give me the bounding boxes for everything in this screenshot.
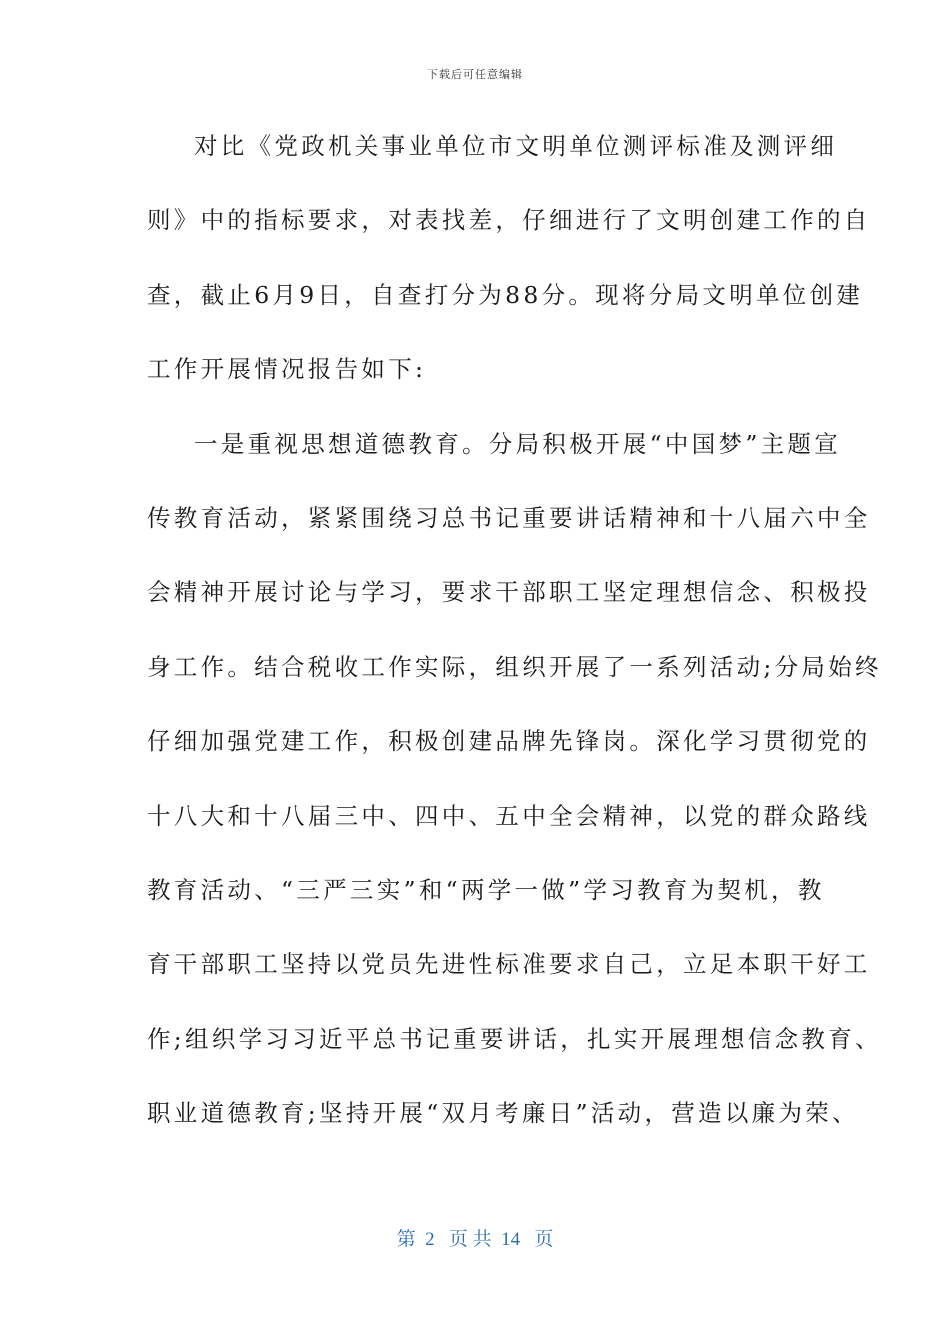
paragraph-line: 身工作。结合税收工作实际，组织开展了一系列活动;分局始终 — [147, 652, 882, 681]
page-header: 下载后可任意编辑 — [427, 68, 523, 81]
page-number-footer: 第 2 页 共 14 页 — [396, 1229, 554, 1250]
paragraph-line: 工作开展情况报告如下: — [147, 355, 427, 384]
paragraph-line: 对比《党政机关事业单位市文明单位测评标准及测评细 — [194, 132, 838, 160]
paragraph-line: 育干部职工坚持以党员先进性标准要求自己，立足本职干好工 — [147, 950, 871, 979]
document-body — [147, 122, 882, 1163]
paragraph-line: 则》中的指标要求，对表找差，仔细进行了文明创建工作的自 — [147, 206, 871, 235]
paragraph-line: 一是重视思想道德教育。分局积极开展“中国梦”主题宣 — [194, 429, 842, 458]
paragraph-line: 仔细加强党建工作，积极创建品牌先锋岗。深化学习贯彻党的 — [147, 727, 871, 756]
paragraph-line: 十八大和十八届三中、四中、五中全会精神，以党的群众路线 — [147, 801, 871, 830]
paragraph-line: 职业道德教育;坚持开展“双月考廉日”活动，营造以廉为荣、 — [147, 1099, 859, 1128]
paragraph-line: 查，截止6月9日，自查打分为88分。现将分局文明单位创建 — [147, 280, 864, 309]
paragraph-line: 教育活动、“三严三实”和“两学一做”学习教育为契机，教 — [147, 875, 825, 904]
paragraph-line: 作;组织学习习近平总书记重要讲话，扎实开展理想信念教育、 — [147, 1024, 882, 1053]
paragraph-line: 会精神开展讨论与学习，要求干部职工坚定理想信念、积极投 — [147, 578, 871, 607]
paragraph-line: 传教育活动，紧紧围绕习总书记重要讲话精神和十八届六中全 — [147, 503, 871, 532]
